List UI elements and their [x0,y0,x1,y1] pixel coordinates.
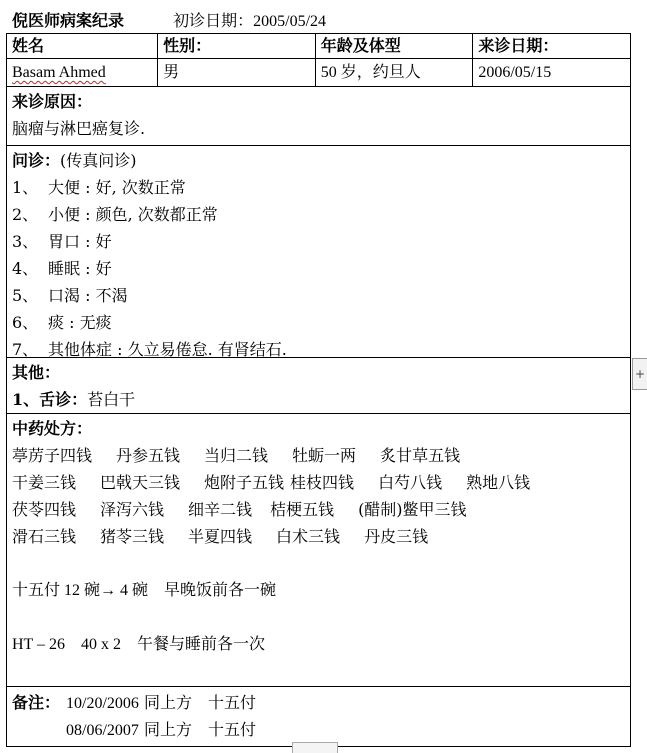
record-header [12,9,326,33]
herb-item: 半夏四钱 [188,527,253,546]
inquiry-item: 7、 其他体症 : 久立易倦怠. 有肾结石. [12,340,287,359]
inquiry-item: 1、 大便 : 好, 次数正常 [12,178,186,197]
herb-row [12,523,625,550]
herb-item: 细辛二钱 [188,500,253,519]
expand-panel-button[interactable] [632,358,647,390]
note-entry [12,716,625,743]
herb-item: 炙甘草五钱 [380,446,461,465]
other-section [6,358,631,414]
patient-age: 50 岁，约旦人 [315,59,473,87]
inquiry-section [6,146,631,358]
herb-item: 葶苈子四钱 [12,446,93,465]
inquiry-heading [12,148,625,174]
other-label: 其他： [12,363,61,382]
herb-item: 桔梗五钱 [270,500,335,519]
first-visit-label: 初诊日期： [173,11,254,30]
prescription-section [6,414,631,687]
page-tab-handle[interactable] [292,742,338,753]
inquiry-label: 问诊： [12,151,61,170]
first-visit-date: 2005/05/24 [253,13,327,30]
info-header-row [7,34,631,59]
herb-row [12,442,625,469]
herb-item: 桂枝四钱 [290,473,355,492]
tongue-diagnosis [12,386,625,413]
herb-item: 牡蛎一两 [292,446,357,465]
inquiry-item: 2、 小便 : 颜色, 次数都正常 [12,205,218,224]
note-date: 08/06/2007 [66,722,139,739]
herb-item: 巴戟天三钱 [100,473,181,492]
inquiry-item: 3、 胃口 : 好 [12,232,112,251]
herb-item: 丹皮三钱 [364,527,429,546]
herb-item: 丹参五钱 [116,446,181,465]
visit-date-header: 来诊日期： [473,34,631,59]
notes-section [6,687,631,747]
record-title: 倪医师病案纪录 [12,11,125,30]
prescription-label: 中药处方： [12,419,93,438]
herb-row [12,496,625,523]
herb-item: 熟地八钱 [466,473,531,492]
reason-label: 来诊原因： [12,92,93,111]
inquiry-sub: (传真问诊) [60,151,137,170]
age-header: 年龄及体型 [315,34,473,59]
note-text: 同上方 十五付 [143,720,256,739]
herb-item: 泽泻六钱 [100,500,165,519]
herb-item: 干姜三钱 [12,473,77,492]
herb-item: 白芍八钱 [378,473,443,492]
notes-label: 备注： [12,693,61,712]
note-text: 同上方 十五付 [143,693,256,712]
tongue-label: 1、舌诊： [12,390,88,409]
name-header: 姓名 [7,34,158,59]
reason-text: 脑瘤与淋巴癌复诊. [12,119,146,138]
info-value-row [7,59,631,87]
note-entry [12,689,625,716]
first-visit [173,11,326,30]
visit-date: 2006/05/15 [473,59,631,87]
herb-row [12,469,625,496]
herb-item: 滑石三钱 [12,527,77,546]
reason-section [6,87,631,146]
inquiry-item: 4、 睡眠 : 好 [12,259,112,278]
medical-record [6,33,631,747]
note-date: 10/20/2006 [66,695,139,712]
patient-info-table [6,33,631,87]
herb-item: 炮附子五钱 [204,473,285,492]
inquiry-item: 5、 口渴 : 不渴 [12,286,128,305]
dosage-instruction: 十五付 12 碗→ 4 碗 早晚饭前各一碗 [12,582,277,599]
herb-item: 茯苓四钱 [12,500,77,519]
patient-name: Basam Ahmed [12,64,106,81]
inquiry-item: 6、 痰 : 无痰 [12,313,112,332]
herb-item: (醋制)鳖甲三钱 [358,500,467,519]
gender-header: 性别： [158,34,316,59]
patient-gender: 男 [158,59,316,87]
herb-item: 猪苓三钱 [100,527,165,546]
herb-item: 当归二钱 [204,446,269,465]
plus-icon: + [634,367,646,381]
tongue-value: 苔白干 [87,390,136,409]
herb-item: 白术三钱 [276,527,341,546]
ht-instruction: HT – 26 40 x 2 午餐与睡前各一次 [12,636,266,653]
